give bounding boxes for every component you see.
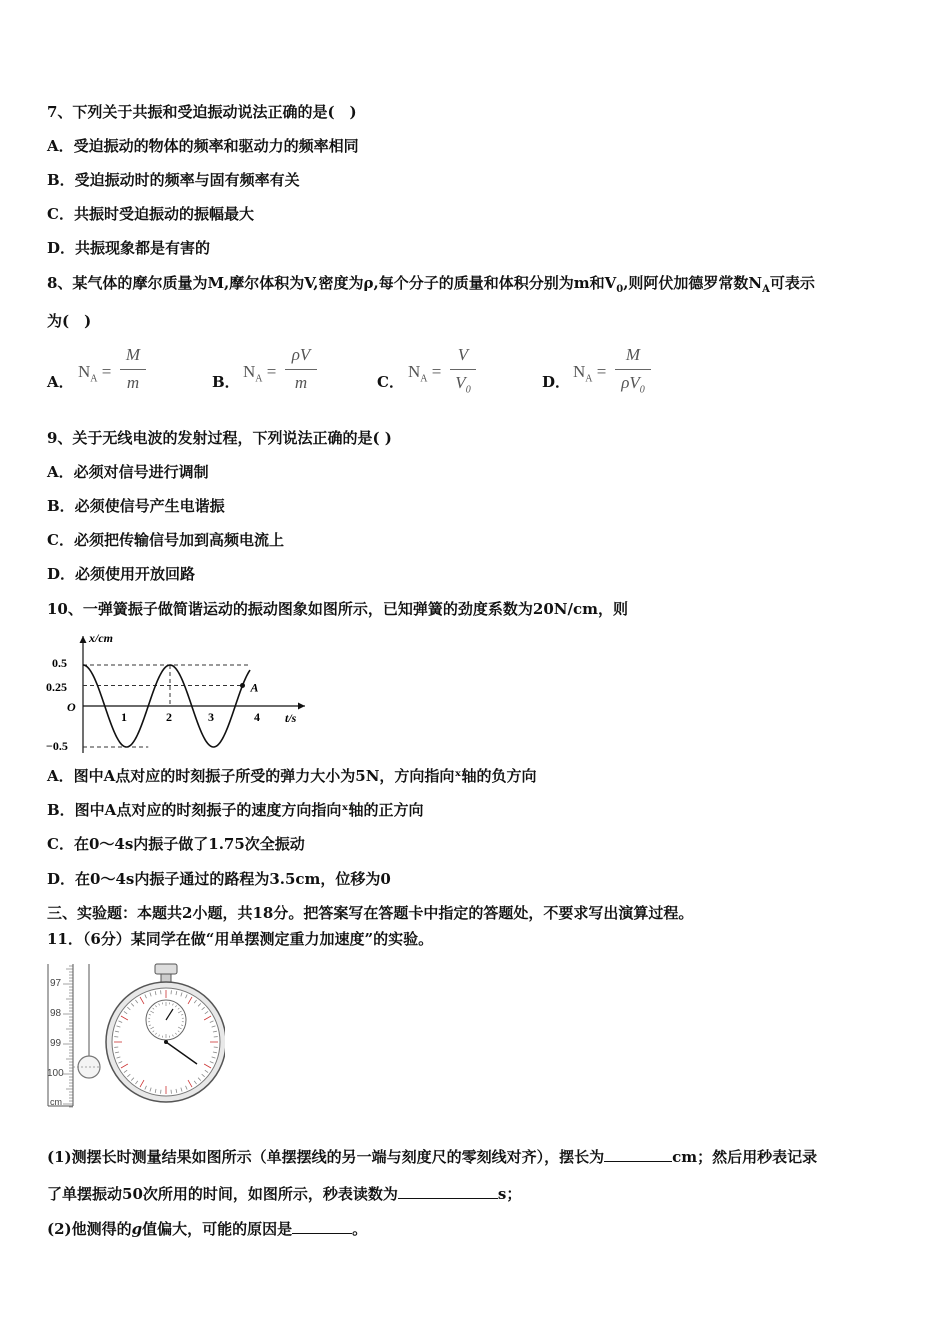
graph-xtick-2: 2 [166,710,172,724]
q11-stem: 11．（6分）某同学在做“用单摆测定重力加速度”的实验。 [47,930,434,948]
q7-option-a: A．受迫振动的物体的频率和驱动力的频率相同 [47,137,359,155]
q8-stem-sub-0: 0 [616,284,624,295]
pendulum-stopwatch-figure [45,960,225,1110]
q11-part2-text-b: 值偏大，可能的原因是 [142,1220,293,1238]
q8-stem-part-c: 可表示 [769,274,815,292]
q8-formula-d-n-sub: A [585,373,593,385]
graph-ytick-neg-0-5: −0.5 [46,739,68,753]
q11-part1-text-a: (1)测摆长时测量结果如图所示（单摆摆线的另一端与刻度尺的零刻线对齐），摆长为 [47,1148,605,1166]
ruler [47,964,73,1107]
graph-x-label: t/s [285,711,297,725]
q8-formula-a-lhs: $N_A$ = [78,362,112,385]
q10-option-d: D．在0～4s内振子通过的路程为3.5cm，位移为0 [47,870,391,888]
q8-formula-b-den: m [294,373,308,392]
q8-option-d-label: D． [542,373,571,391]
q8-formula-b-n-sub: A [255,373,263,385]
q7-option-c: C．共振时受迫振动的振幅最大 [47,205,254,223]
q11-part1-text-d: s； [497,1185,522,1203]
q8-formula-a-n: N [78,362,91,381]
q8-stem-part-b: ,则阿伏加德罗常数N [623,274,763,292]
graph-point-a-label: A [250,680,259,695]
graph-point-a [240,683,245,688]
q8-formula-a-numerator: M [125,345,141,364]
q9-option-a: A．必须对信号进行调制 [47,463,209,481]
q8-formula-c-n: N [408,362,421,381]
q7-stem: 7、下列关于共振和受迫振动说法正确的是( ) [47,103,357,121]
graph-origin: O [67,700,76,714]
q8-formula-d-denominator [615,373,651,395]
graph-ytick-0-5: 0.5 [52,656,67,670]
ruler-label-100: 100 [47,1068,64,1079]
q8-formula-d-bar [615,369,651,370]
q11-part1-line2 [47,1184,521,1203]
q8-formula-d-numerator: M [625,345,641,364]
ruler-label-98: 98 [50,1008,62,1019]
q10-stem: 10、一弹簧振子做简谐运动的振动图象如图所示，已知弹簧的劲度系数为20N/cm，则 [47,600,628,618]
q11-part2-text-c: 。 [352,1220,368,1238]
q8-stem-line1 [47,274,815,299]
q8-formula-c-lhs: $N_A$ = [408,362,442,385]
q11-part2-text-a: (2)他测得的 [47,1220,132,1238]
q8-formula-b-denominator [285,373,317,395]
stopwatch [106,964,225,1102]
q8-formula-a-den: m [126,373,140,392]
q7-option-d: D．共振现象都是有害的 [47,239,211,257]
q8-formula-c-bar [450,369,476,370]
q8-formula-b-n: N [243,362,256,381]
q8-formula-d-lhs: $N_A$ = [573,362,607,385]
q8-formula-a-denominator [120,373,146,395]
q11-part1-text-b: cm；然后用秒表记录 [672,1148,818,1166]
q8-stem-part-a: 8、某气体的摩尔质量为M,摩尔体积为V,密度为ρ,每个分子的质量和体积分别为m和V [47,274,617,292]
q10-option-c: C．在0～4s内振子做了1.75次全振动 [47,835,305,853]
q8-option-b-label: B． [212,373,240,391]
q8-formula-a-bar [120,369,146,370]
q8-stem-sub-a: A [762,284,770,295]
q11-part1-text-c: 了单摆振动50次所用的时间，如图所示，秒表读数为 [47,1185,398,1203]
graph-y-label: x/cm [89,631,113,645]
q10-option-b: B．图中A点对应的时刻振子的速度方向指向ˣ轴的正方向 [47,801,424,819]
q8-formula-b-lhs: $N_A$ = [243,362,277,385]
q8-formula-b-bar [285,369,317,370]
q8-formula-c-den: V [455,373,466,392]
q9-option-d: D．必须使用开放回路 [47,565,196,583]
q11-part1-line1 [47,1147,817,1166]
q8-formula-d-den-sub: 0 [639,384,645,396]
q8-formula-c-numerator: V [457,345,469,364]
q8-formula-c-den-sub: 0 [465,384,471,396]
q8-formula-c-n-sub: A [420,373,428,385]
ruler-label-97: 97 [50,978,62,989]
q8-formula-c-denominator [450,373,476,395]
q8-options [47,345,907,400]
q8-formula-b-numerator: ρV [291,345,311,364]
q11-part2-var: g [131,1220,143,1238]
graph-ytick-0-25: 0.25 [46,680,67,694]
q9-option-c: C．必须把传输信号加到高频电流上 [47,531,284,549]
q9-option-b: B．必须使信号产生电谐振 [47,497,225,515]
vibration-graph [45,628,315,758]
ruler-label-99: 99 [50,1038,62,1049]
q8-formula-d-n: N [573,362,586,381]
graph-xtick-4: 4 [254,710,260,724]
q8-option-a-label: A． [47,373,74,391]
q11-part2 [47,1219,367,1238]
q8-stem-line2: 为( ) [47,312,92,330]
q11-reason-blank[interactable] [292,1219,352,1234]
q11-length-blank[interactable] [604,1147,672,1162]
q8-formula-d-den: ρV [621,373,640,392]
q8-formula-a-n-sub: A [90,373,98,385]
q8-option-c-label: C． [377,373,404,391]
q10-option-a: A．图中A点对应的时刻振子所受的弹力大小为5N，方向指向ˣ轴的负方向 [47,767,537,785]
q9-stem: 9、关于无线电波的发射过程，下列说法正确的是( ) [47,429,392,447]
section3-heading: 三、实验题：本题共2小题，共18分。把答案写在答题卡中指定的答题处，不要求写出演算过程。 [47,904,694,922]
q11-time-blank[interactable] [398,1184,498,1199]
graph-xtick-1: 1 [121,710,127,724]
q7-option-b: B．受迫振动时的频率与固有频率有关 [47,171,300,189]
ruler-label-cm: cm [50,1097,62,1107]
graph-xtick-3: 3 [208,710,214,724]
